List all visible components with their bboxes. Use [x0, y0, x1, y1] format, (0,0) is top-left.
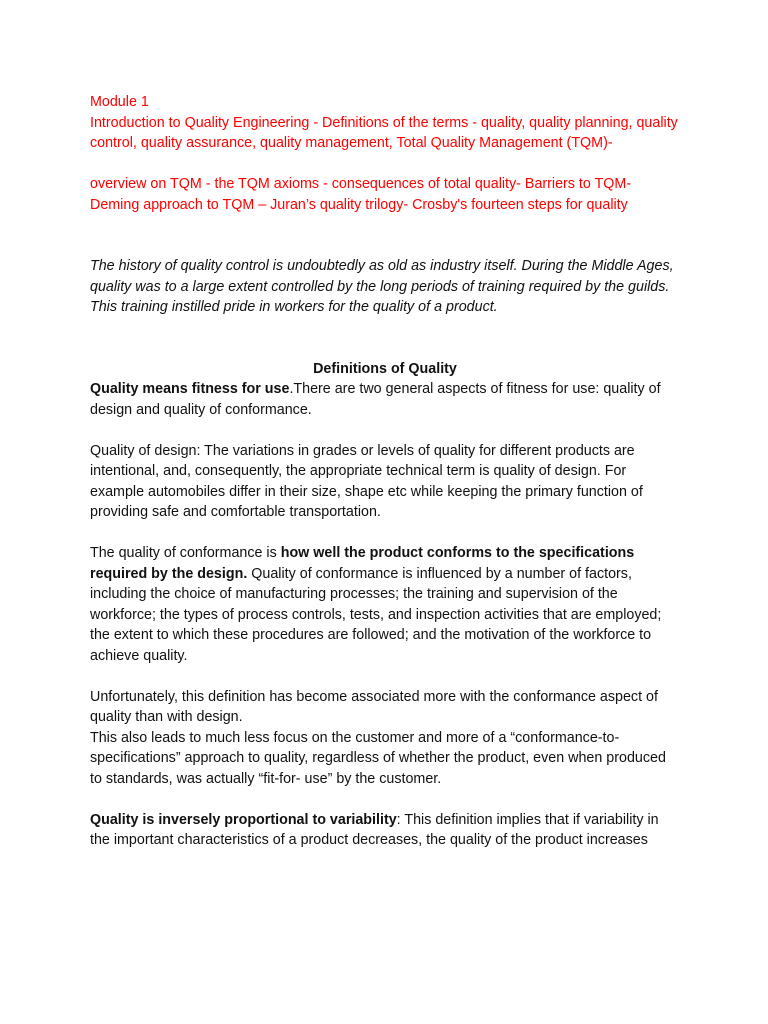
spacer	[90, 789, 680, 810]
spacer	[90, 318, 680, 359]
module-overview: overview on TQM - the TQM axioms - consequences of total quality- Barriers to TQM- Deming approach to TQM – Juran’s quality trilogy- Crosby's fourteen steps for quality	[90, 176, 632, 213]
spacer	[90, 215, 680, 256]
spacer	[90, 154, 680, 175]
variability-bold: Quality is inversely proportional to variability	[90, 811, 397, 828]
spacer	[90, 666, 680, 687]
conformance-bold: how well the product conforms to the specifications required by the design.	[90, 545, 635, 582]
history-paragraph: The history of quality control is undoubtedly as old as industry itself. During the Middle Ages, quality was to a large extent controlled by the long periods of training required by the guilds. This training instilled pride in workers for the quality of a product.	[90, 258, 674, 315]
fitness-bold: Quality means fitness for use	[90, 381, 290, 397]
conformance-rest: Quality of conformance is influenced by a number of factors, including the choice of manufacturing processes; the training and supervision of the workforce; the types of process controls, tests, and inspection activities that are employed; the extent to which these procedures are followed; and the motivation of the workforce to achieve quality.	[90, 565, 662, 664]
section-heading: Definitions of Quality	[313, 360, 457, 377]
spacer	[90, 523, 680, 544]
module-title: Module 1	[90, 94, 149, 110]
document-page	[90, 92, 680, 851]
fitness-paragraph	[90, 379, 680, 420]
module-intro: Introduction to Quality Engineering - Definitions of the terms - quality, quality planning, quality control, quality assurance, quality management, Total Quality Management (TQM)-	[90, 114, 678, 151]
spacer	[90, 420, 680, 441]
conformance-paragraph	[90, 543, 680, 666]
variability-rest: : This definition implies that if variability in the important characteristics of a product decreases, the quality of the product increases	[90, 811, 659, 848]
conformance-lead: The quality of conformance is	[90, 545, 281, 561]
unfortunately-paragraph: Unfortunately, this definition has become associated more with the conformance aspect of quality than with design.	[90, 688, 658, 725]
also-paragraph: This also leads to much less focus on the customer and more of a “conformance-to-specifications” approach to quality, regardless of whether the product, even when produced to standards, was actually “fit-for- use” by the customer.	[90, 729, 666, 787]
design-paragraph: Quality of design: The variations in grades or levels of quality for different products are intentional, and, consequently, the appropriate technical term is quality of design. For example automobiles differ in their size, shape etc while keeping the primary function of providing safe and comfortable transportation.	[90, 442, 643, 520]
variability-paragraph	[90, 810, 680, 851]
fitness-rest: .There are two general aspects of fitness for use: quality of design and quality of conformance.	[90, 381, 661, 418]
